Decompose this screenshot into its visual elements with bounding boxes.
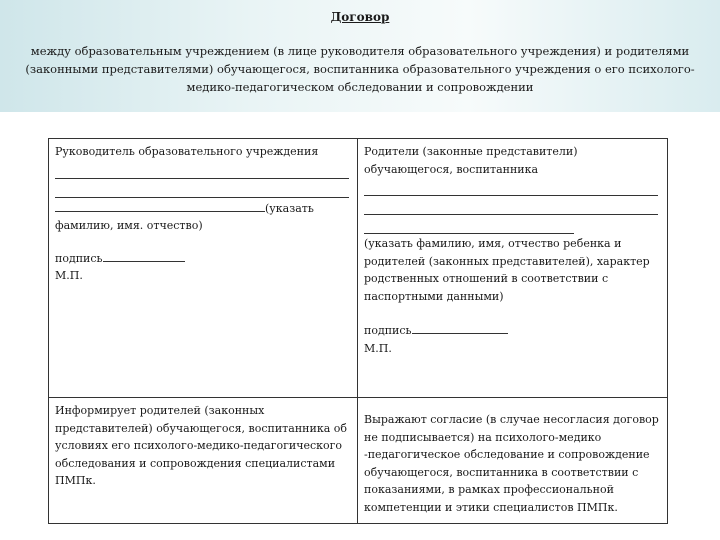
document-title: Договор xyxy=(330,10,390,24)
director-name-line-3[interactable] xyxy=(55,199,265,212)
informs-text: Информирует родителей (законных представителей) обучающегося, воспитанника об условиях его психолого-медико-педагогического обследования и сопровождения специалистами ПМПк. xyxy=(55,404,347,487)
director-name-line-1[interactable] xyxy=(55,161,349,179)
consent-cell xyxy=(364,411,660,516)
parents-signature-line[interactable] xyxy=(412,321,508,334)
parents-name-line-1[interactable] xyxy=(364,178,658,196)
parents-signature-label: подпись xyxy=(364,324,412,337)
director-signature-row xyxy=(55,249,351,268)
parents-signature-row xyxy=(364,321,660,340)
parents-name-hint: (указать фамилию, имя, отчество ребенка и родителей (законных представителей), характер родственных отношений в соответствии с паспортными данными) xyxy=(364,237,650,303)
director-seal: М.П. xyxy=(55,269,83,282)
column-divider xyxy=(357,139,358,523)
director-name-line-2[interactable] xyxy=(55,180,349,198)
parents-cell xyxy=(364,143,660,357)
director-signature-line[interactable] xyxy=(103,249,185,262)
informs-cell xyxy=(55,402,351,490)
director-cell xyxy=(55,143,351,285)
director-signature-label: подпись xyxy=(55,251,103,265)
document-intro: между образовательным учреждением (в лице руководителя образовательного учреждения) и родителями (законными представителями) обучающегося, воспитанника образовательного учреждения о его психолого-медико-педагогическом обследовании и сопровождении xyxy=(25,44,695,94)
parents-heading: Родители (законные представители) обучающегося, воспитанника xyxy=(364,145,578,176)
agreement-table xyxy=(48,138,668,524)
parents-seal: М.П. xyxy=(364,341,392,355)
consent-text: Выражают согласие (в случае несогласия договор не подписывается) на психолого-медико -педагогическое обследование и сопровождение обучающегося, воспитанника в соответствии с показаниями, в рамках профессиональной компетенции и этики специалистов ПМПк. xyxy=(364,413,659,514)
parents-name-line-2[interactable] xyxy=(364,197,658,215)
director-heading: Руководитель образовательного учреждения xyxy=(55,145,319,158)
parents-name-line-3[interactable] xyxy=(364,216,574,234)
row-divider xyxy=(49,397,667,398)
director-name-hint-row xyxy=(55,199,351,235)
director-name-hint: (указать фамилию, имя. отчество) xyxy=(55,201,314,232)
